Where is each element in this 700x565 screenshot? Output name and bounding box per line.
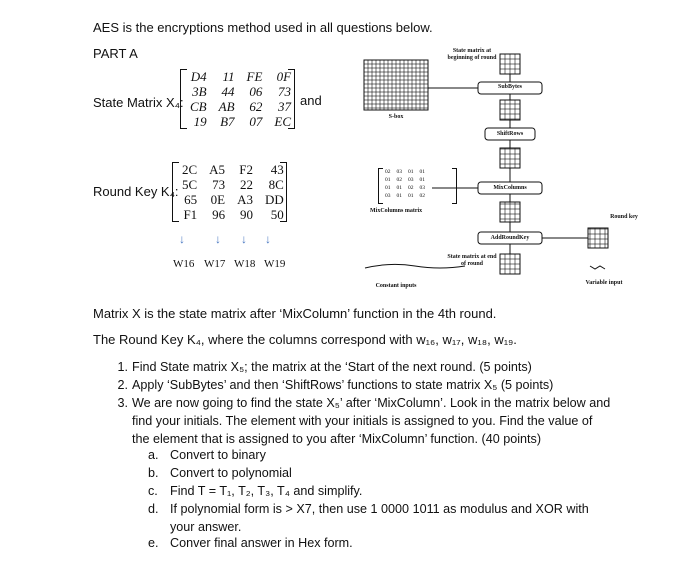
subbytes-label: SubBytes xyxy=(497,84,522,90)
word-label: W18 xyxy=(234,258,256,270)
subitem-letter: d. xyxy=(148,502,159,516)
cell: DD xyxy=(264,192,284,207)
cell: 01 xyxy=(419,169,425,175)
cell: 96 xyxy=(212,207,226,222)
paragraph-1-text: Matrix X is the state matrix after ‘MixColumn’ function in the 4th round. xyxy=(93,306,497,321)
round-key-matrix xyxy=(172,162,292,224)
cell: 01 xyxy=(396,185,402,191)
cell: EC xyxy=(274,114,292,129)
round-key-table xyxy=(176,162,290,222)
state-grid-icon xyxy=(500,202,520,222)
cell: F1 xyxy=(183,207,198,222)
mixcolumns-matrix-label: MixColumns matrix xyxy=(370,208,423,214)
state-end-label: State matrix at end of round xyxy=(447,254,497,267)
intro-text: AES is the encryptions method used in all questions below. xyxy=(93,20,433,35)
cell: 01 xyxy=(385,185,391,191)
cell: 01 xyxy=(396,193,402,199)
mixcolumns-label: MixColumns xyxy=(493,185,527,191)
subitem-text: Convert to binary xyxy=(170,448,266,462)
cell: 02 xyxy=(385,169,391,175)
cell: 44 xyxy=(221,84,235,99)
cell: 03 xyxy=(396,169,402,175)
word-label: W19 xyxy=(264,258,286,270)
cell: A3 xyxy=(237,192,253,207)
state-matrix-end-icon xyxy=(500,254,520,274)
subitem-text: Conver final answer in Hex form. xyxy=(170,536,353,550)
cell: F2 xyxy=(239,162,253,177)
right-bracket xyxy=(280,162,287,222)
part-heading: PART A xyxy=(93,46,138,61)
question-text: Apply ‘SubBytes’ and then ‘ShiftRows’ functions to state matrix X₅ (5 points) xyxy=(132,378,554,392)
cell: AB xyxy=(218,99,235,114)
subitem-text: Convert to polynomial xyxy=(170,466,292,480)
cell: A5 xyxy=(209,162,226,177)
cell: 0F xyxy=(276,69,292,84)
state-begin-label: State matrix at beginning of round xyxy=(447,48,497,61)
cell: 73 xyxy=(212,177,226,192)
addroundkey-label: AddRoundKey xyxy=(490,235,530,241)
state-matrix-table xyxy=(184,69,297,129)
subitem-letter: c. xyxy=(148,484,158,498)
question-3 xyxy=(112,394,612,450)
cell: 43 xyxy=(270,162,284,177)
variable-input-brace xyxy=(590,266,605,269)
cell: B7 xyxy=(220,114,235,129)
question-number: 1. xyxy=(117,360,128,374)
variable-input-label: Variable input xyxy=(585,280,623,286)
subitem-text: If polynomial form is > X7, then use 1 0000 1011 as modulus and XOR with your answer. xyxy=(170,502,589,534)
cell: 02 xyxy=(408,185,414,191)
subitem-text: Find T = T₁, T₂, T₃, T₄ and simplify. xyxy=(170,484,363,498)
cell: 01 xyxy=(408,193,414,199)
round-key-label: Round Key K₄: xyxy=(93,184,179,199)
sbox-grid-icon xyxy=(364,60,428,110)
paragraph-2: The Round Key K₄, where the columns correspond with w₁₆, w₁₇, w₁₈, w₁₉. xyxy=(93,332,517,347)
cell: 65 xyxy=(184,192,198,207)
round-key-label-diagram: Round key xyxy=(610,214,638,220)
mixcolumns-matrix-table xyxy=(382,168,428,200)
subitem-letter: b. xyxy=(148,466,159,480)
cell: 37 xyxy=(278,99,292,114)
cell: CB xyxy=(190,99,207,114)
cell: 0E xyxy=(210,192,226,207)
state-grid-icon xyxy=(500,100,520,120)
question-number: 2. xyxy=(117,378,128,392)
and-text: and xyxy=(300,93,322,108)
question-number: 3. xyxy=(117,396,128,410)
constant-inputs-label: Constant inputs xyxy=(375,283,417,289)
state-matrix-begin-icon xyxy=(500,54,520,74)
subitem-d xyxy=(148,500,608,536)
cell: FE xyxy=(246,69,263,84)
down-arrow-icon: ↓ xyxy=(241,232,247,246)
cell: 50 xyxy=(270,207,284,222)
right-bracket xyxy=(288,69,295,129)
cell: D4 xyxy=(190,69,207,84)
down-arrow-icon: ↓ xyxy=(179,232,185,246)
cell: 03 xyxy=(419,185,425,191)
right-bracket xyxy=(452,168,457,204)
paragraph-1 xyxy=(93,306,496,321)
cell: 62 xyxy=(249,99,263,114)
cell: 02 xyxy=(396,177,402,183)
cell: 3B xyxy=(192,84,207,99)
down-arrow-icon: ↓ xyxy=(215,232,221,246)
round-key-grid-icon xyxy=(588,228,608,248)
cell: 90 xyxy=(239,207,253,222)
cell: 01 xyxy=(385,177,391,183)
cell: 01 xyxy=(419,177,425,183)
subitem-letter: a. xyxy=(148,448,159,462)
state-matrix xyxy=(180,69,298,131)
cell: 07 xyxy=(249,114,263,129)
cell: 02 xyxy=(419,193,425,199)
cell: 5C xyxy=(182,177,198,192)
cell: 22 xyxy=(239,177,253,192)
cell: 2C xyxy=(182,162,198,177)
question-text: Find State matrix X₅; the matrix at the ‘Start of the next round. (5 points) xyxy=(132,360,532,374)
sbox-label: S-box xyxy=(388,114,404,120)
cell: 03 xyxy=(385,193,391,199)
state-matrix-label: State Matrix X₄: xyxy=(93,95,184,110)
aes-round-diagram xyxy=(360,44,630,289)
question-text: We are now going to find the state X₅’ after ‘MixColumn’. Look in the matrix below and find your initials. The element with your initials is assigned to you. Find the value of the element that is assigned to you after ‘MixColumn’ function. (40 points) xyxy=(132,396,611,446)
cell: 8C xyxy=(268,177,284,192)
cell: 19 xyxy=(193,114,207,129)
cell: 03 xyxy=(408,177,414,183)
down-arrow-icon: ↓ xyxy=(265,232,271,246)
subitem-letter: e. xyxy=(148,536,159,550)
shiftrows-label: ShiftRows xyxy=(496,131,524,137)
cell: 11 xyxy=(222,69,235,84)
state-grid-icon xyxy=(500,148,520,168)
cell: 06 xyxy=(249,84,263,99)
word-label: W16 xyxy=(173,258,195,270)
cell: 01 xyxy=(408,169,414,175)
cell: 73 xyxy=(278,84,292,99)
word-label: W17 xyxy=(204,258,226,270)
